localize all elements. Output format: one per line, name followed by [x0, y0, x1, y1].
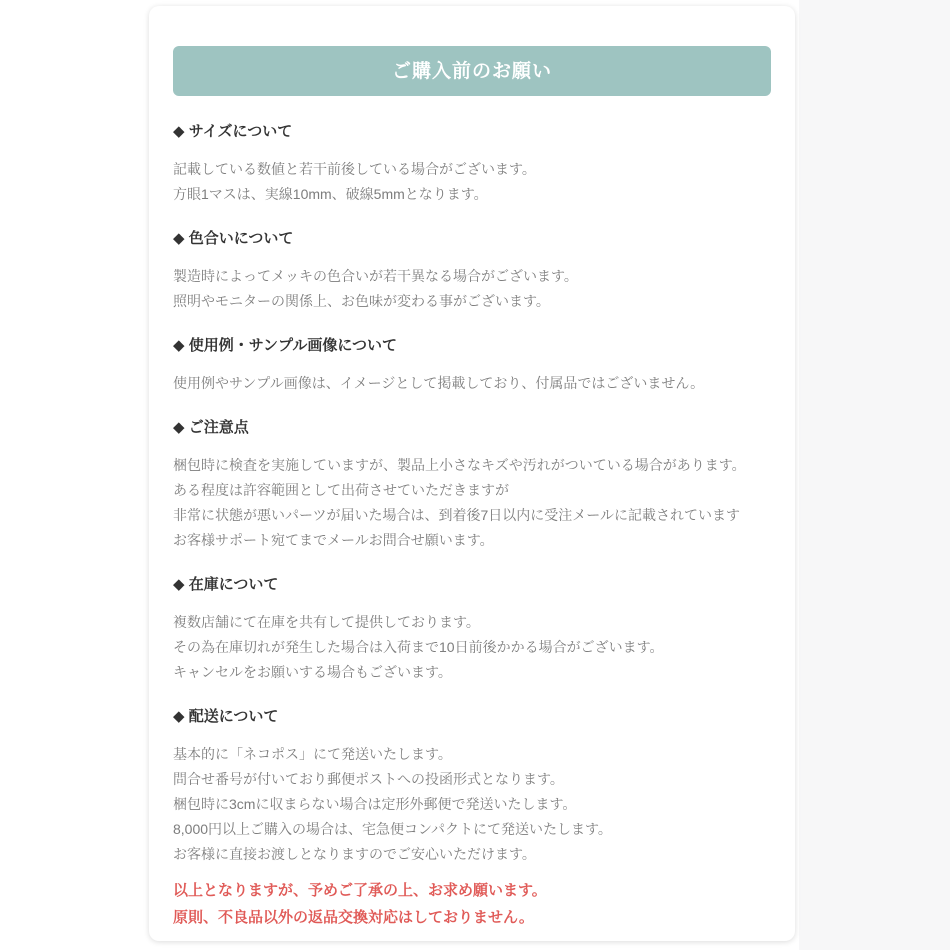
- section-text-line: 製造時によってメッキの色合いが若干異なる場合がございます。: [173, 268, 578, 284]
- section-text-line: お客様に直接お渡しとなりますのでご安心いただけます。: [173, 846, 536, 862]
- header-banner: [173, 46, 771, 96]
- section-shipping: [173, 706, 771, 867]
- section-body: [173, 610, 771, 685]
- section-title: ◆ 色合いについて: [173, 230, 294, 247]
- section-caution: [173, 417, 771, 553]
- section-text-line: ある程度は許容範囲として出荷させていただきますが: [173, 482, 509, 498]
- section-text-line: 複数店舗にて在庫を共有して提供しております。: [173, 614, 480, 630]
- section-text-line: キャンセルをお願いする場合もございます。: [173, 664, 452, 680]
- section-title: ◆ 在庫について: [173, 576, 279, 593]
- section-title: ◆ 使用例・サンプル画像について: [173, 337, 398, 354]
- section-title: ◆ サイズについて: [173, 123, 293, 140]
- section-text-line: お客様サポート宛てまでメールお問合せ願います。: [173, 532, 494, 548]
- section-body: [173, 264, 771, 314]
- page-title: ご購入前のお願い: [391, 60, 552, 82]
- section-body: [173, 742, 771, 867]
- section-text-line: 梱包時に3cmに収まらない場合は定形外郵便で発送いたします。: [173, 796, 577, 812]
- section-title: ◆ ご注意点: [173, 419, 249, 436]
- section-text-line: その為在庫切れが発生した場合は入荷まで10日前後かかる場合がございます。: [173, 639, 664, 655]
- section-color: [173, 228, 771, 314]
- section-stock: [173, 574, 771, 685]
- section-text-line: 問合せ番号が付いており郵便ポストへの投函形式となります。: [173, 771, 564, 787]
- warning-text-line: 原則、不良品以外の返品交換対応はしておりません。: [173, 909, 534, 926]
- warning-text-block: [173, 877, 771, 931]
- section-text-line: 基本的に「ネコポス」にて発送いたします。: [173, 746, 452, 762]
- section-text-line: 記載している数値と若干前後している場合がございます。: [173, 161, 536, 177]
- section-title: ◆ 配送について: [173, 708, 279, 725]
- section-text-line: 方眼1マスは、実線10mm、破線5mmとなります。: [173, 186, 488, 202]
- section-body: [173, 371, 771, 396]
- section-text-line: 梱包時に検査を実施していますが、製品上小さなキズや汚れがついている場合があります。: [173, 457, 746, 473]
- section-text-line: 使用例やサンプル画像は、イメージとして掲載しており、付属品ではございません。: [173, 375, 705, 391]
- section-body: [173, 453, 771, 553]
- notice-card: [149, 6, 795, 941]
- section-text-line: 照明やモニターの関係上、お色味が変わる事がございます。: [173, 293, 550, 309]
- page-side-area: [799, 0, 950, 950]
- section-text-line: 8,000円以上ご購入の場合は、宅急便コンパクトにて発送いたします。: [173, 821, 612, 837]
- section-size: [173, 121, 771, 207]
- warning-text-line: 以上となりますが、予めご了承の上、お求め願います。: [173, 882, 547, 899]
- section-sample-images: [173, 335, 771, 396]
- section-text-line: 非常に状態が悪いパーツが届いた場合は、到着後7日以内に受注メールに記載されています: [173, 507, 740, 523]
- section-body: [173, 157, 771, 207]
